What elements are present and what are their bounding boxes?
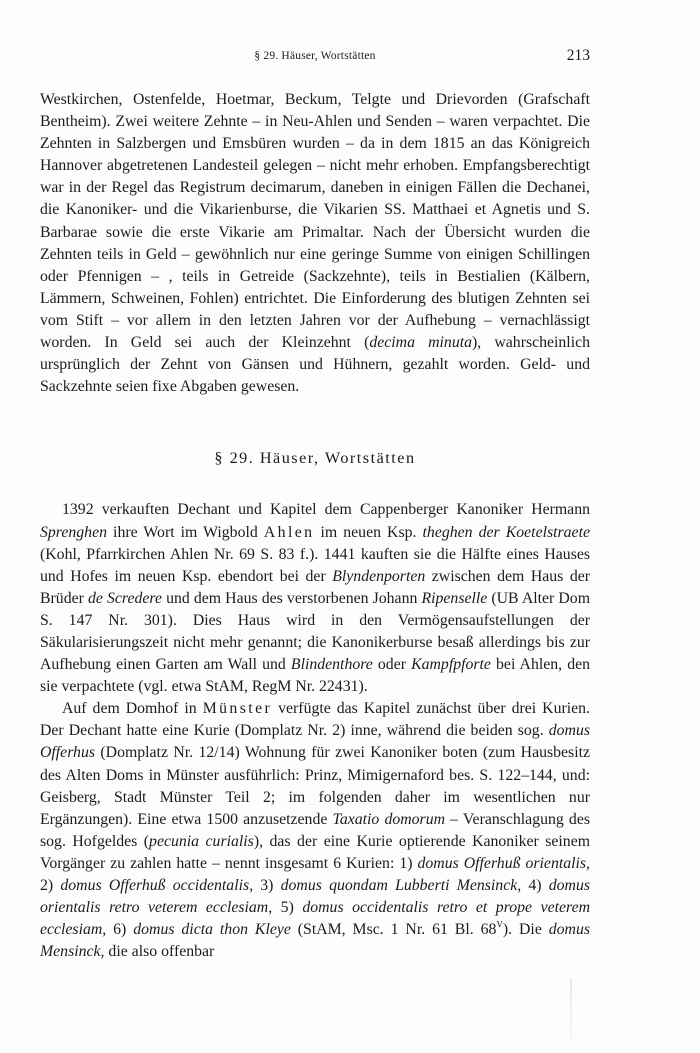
paragraph-text: Westkirchen, Ostenfelde, Hoetmar, Beckum, Telgte und Drievorden (Grafschaft Bentheim). Zwei weitere Zehnte – in Neu-Ahlen und Senden – waren verpachtet. Die Zehnten in Salzbergen und Emsbüren wurden – da in dem 1815 an das Königreich Hannover abgetretenen Landesteil gelegen – nicht mehr erhoben. Empfangsberechtigt war in der Regel das Registrum decimarum, daneben in einigen Fällen die Dechanei, die Kanoniker- und die Vikarienburse, die Vikarien SS. Matthaei et Agnetis und S. Barbarae sowie die erste Vikarie am Primaltar. Nach der Übersicht wurden die Zehnten teils in Geld – gewöhnlich nur eine geringe Summe von einigen Schillingen oder Pfennigen – , teils in Getreide (Sackzehnte), teils in Bestialien (Kälbern, Lämmern, Schweinen, Fohlen) entrichtet. Die Einforderung des blutigen Zehnten sei vom Stift – vor allem in den letzten Jahren vor der Aufhebung – vernachlässigt worden. In Geld sei auch der Kleinzehnt ( [40, 91, 590, 352]
running-head-title: § 29. Häuser, Wortstätten [254, 50, 376, 62]
spaced-place-name: Ahlen [263, 523, 315, 541]
paragraph-text: die also offenbar [104, 943, 215, 961]
paragraph-text: verfügte das Kapitel zunächst über drei Kurien. Der Dechant hatte eine Kurie (Domplatz Nr. 2) inne, während die beiden sog. [40, 700, 590, 740]
latin-term: domus Offerhus [40, 722, 590, 762]
paragraph-text: zwischen dem Haus der Brüder [40, 567, 590, 607]
latin-term: theghen der Koetelstraete [422, 523, 590, 541]
latin-term: Blindenthore [290, 656, 373, 674]
paragraph-text: und dem Haus des verstorbenen Johann [161, 589, 422, 607]
paragraph-text: – Veranschlagung des sog. Hofgeldes ( [40, 810, 590, 850]
paragraph-text: 2) [40, 877, 61, 894]
latin-term: domus quondam Lubberti Mensinck, [280, 877, 522, 894]
latin-term: Ripenselle [421, 589, 488, 607]
paragraph-text: 5) [272, 899, 303, 917]
paragraph-text: (StAM, Msc. 1 Nr. 61 Bl. 68 [290, 921, 497, 939]
section-heading: § 29. Häuser, Wortstätten [214, 449, 416, 468]
paragraph [40, 499, 590, 698]
latin-term: decima minuta [369, 334, 473, 352]
paragraph-text: (UB Alter Dom S. 147 Nr. 301). Dies Haus wird in den Vermögensaufstellungen der Säkularisierungszeit nicht mehr genannt; die Kanonikerburse besaß allerdings bis zur Aufhebung einen Garten am Wall und [40, 589, 590, 674]
latin-term: domus orientalis retro veterem ecclesiam, [40, 877, 590, 917]
page-number: 213 [566, 47, 590, 64]
paragraph [40, 698, 590, 963]
latin-term: domus occidentalis retro et prope veterem ecclesiam, [40, 899, 590, 939]
latin-term: pecunia curialis [149, 832, 254, 850]
latin-term: domus Mensinck, [40, 921, 591, 961]
paragraph-text: bei Ahlen, den sie verpachtete (vgl. etwa StAM, RegM Nr. 22431). [40, 656, 590, 696]
paragraph-text: ihre Wort im Wigbold [106, 523, 264, 541]
paragraph-text: Auf dem Domhof in [62, 700, 203, 718]
paragraph-text: V [496, 919, 503, 930]
paragraph-text: 3) [253, 877, 281, 894]
paragraph-text: 4) [521, 877, 549, 894]
paragraph-continuation [40, 89, 590, 398]
latin-term: Taxatio domorum [332, 810, 446, 828]
paragraph-text: oder [372, 656, 412, 674]
paragraph-text: 6) [106, 921, 134, 939]
latin-term: de Scredere [87, 589, 162, 607]
paragraph-text: im neuen Ksp. [314, 523, 423, 541]
latin-term: domus Offerhuß occidentalis, [60, 877, 254, 894]
latin-term: Sprenghen [40, 523, 107, 541]
page-body [40, 89, 590, 963]
paragraph-text: (Domplatz Nr. 12/14) Wohnung für zwei Kanoniker boten (zum Hausbesitz des Alten Doms in Münster ausführlich: Prinz, Mimigernaford bes. S. 122–144, und: Geisberg, Stadt Münster Teil 2; im folgenden daher im wesentlichen nur Ergänzungen). Eine etwa 1500 anzusetzende [40, 744, 590, 828]
latin-term: Blyndenporten [332, 567, 426, 585]
running-head [40, 47, 590, 70]
latin-term: domus Offerhuß orientalis, [417, 854, 591, 872]
latin-term: Kampfpforte [411, 656, 491, 674]
paragraph-text: (Kohl, Pfarrkirchen Ahlen Nr. 69 S. 83 f.). 1441 kauften sie die Hälfte eines Hauses und Hofes im neuen Ksp. ebendort bei der [40, 545, 590, 585]
paragraph-text: ). Die [502, 921, 549, 939]
spaced-place-name: Münster [202, 700, 273, 718]
latin-term: domus dicta thon Kleye [133, 921, 291, 939]
paragraph-text: ), das der eine Kurie optierende Kanoniker seinem Vorgänger zu zahlen hatte – nennt insgesamt 6 Kurien: 1) [40, 832, 590, 872]
scan-artifact [570, 978, 572, 1038]
paragraph-text: ), wahrscheinlich ursprünglich der Zehnt von Gänsen und Hühnern, gezahlt worden. Geld- und Sackzehnte seien fixe Abgaben gewesen. [40, 334, 590, 396]
paragraph-text: 1392 verkauften Dechant und Kapitel dem Cappenberger Kanoniker Hermann [62, 501, 590, 519]
